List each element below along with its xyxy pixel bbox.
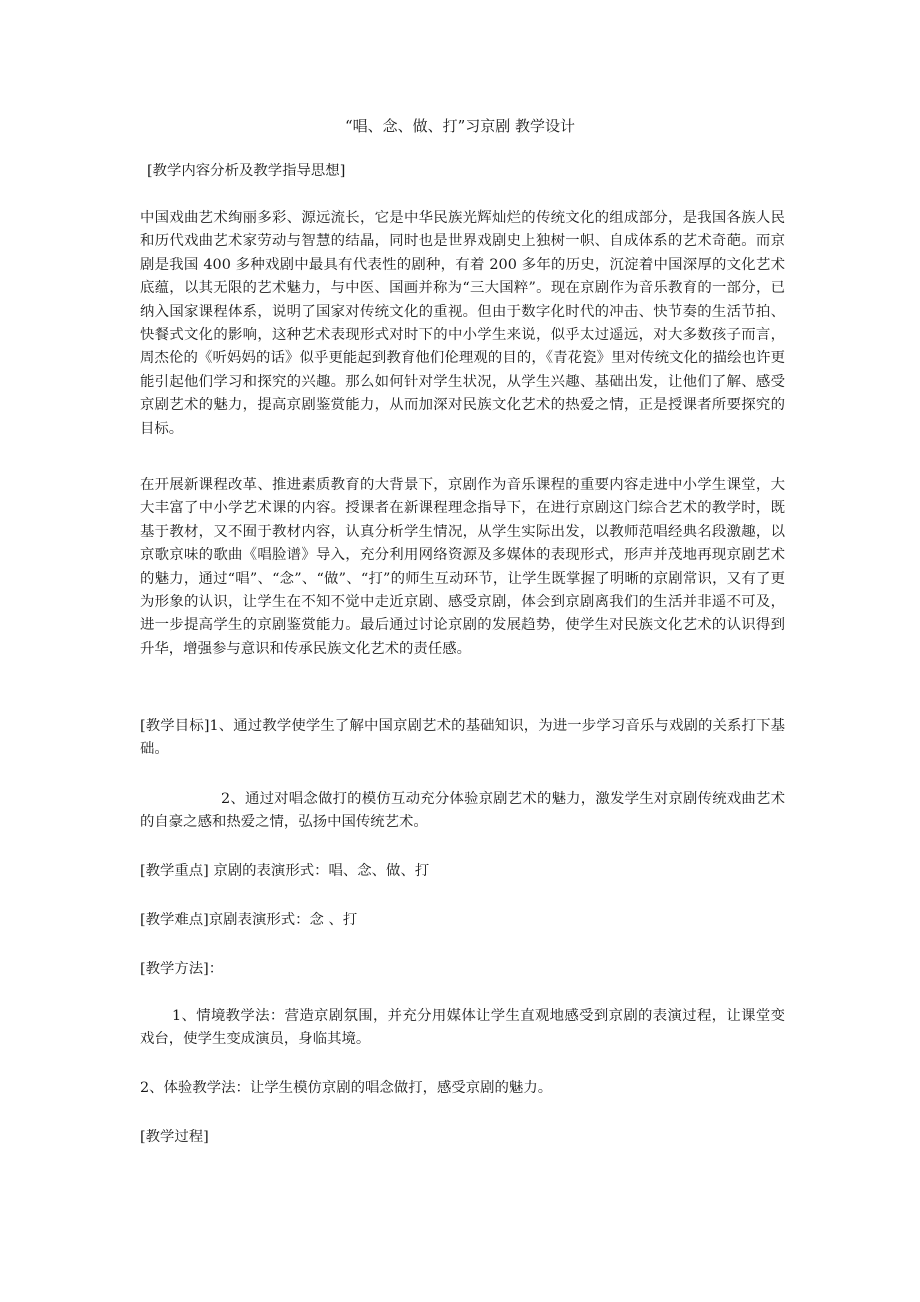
teaching-method-1: 1、情境教学法：营造京剧氛围，并充分用媒体让学生直观地感受到京剧的表演过程，让课堂变戏台，使学生变成演员，身临其境。 — [140, 1008, 785, 1048]
teaching-methods-heading: [教学方法]： — [140, 961, 224, 977]
teaching-process-heading: [教学过程] — [140, 1129, 209, 1145]
teaching-objective-2: 2、通过对唱念做打的模仿互动充分体验京剧艺术的魅力，激发学生对京剧传统戏曲艺术的自豪之感和热爱之情，弘扬中国传统艺术。 — [140, 791, 785, 831]
teaching-objective-1: [教学目标]1、通过教学使学生了解中国京剧艺术的基础知识，为进一步学习音乐与戏剧的关系打下基础。 — [140, 718, 785, 758]
teaching-key-points: [教学重点] 京剧的表演形式：唱、念、做、打 — [140, 863, 430, 879]
document-title: “唱、念、做、打”习京剧 教学设计 — [344, 117, 576, 135]
paragraph-teaching-philosophy: 在开展新课程改革、推进素质教育的大背景下，京剧作为音乐课程的重要内容走进中小学生课堂，大大丰富了中小学艺术课的内容。授课者在新课程理念指导下，在进行京剧这门综合艺术的教学时，既基于教材，又不囿于教材内容，认真分析学生情况，从学生实际出发，以教师范唱经典名段激趣，以京歌京味的歌曲《唱脸谱》导入，充分利用网络资源及多媒体的表现形式，形声并茂地再现京剧艺术的魅力，通过“唱”、“念”、“做”、“打”的师生互动环节，让学生既掌握了明晰的京剧常识，又有了更为形象的认识，让学生在不知不觉中走近京剧、感受京剧，体会到京剧离我们的生活并非遥不可及，进一步提高学生的京剧鉴赏能力。最后通过讨论京剧的发展趋势，使学生对民族文化艺术的认识得到升华，增强参与意识和传承民族文化艺术的责任感。 — [140, 477, 785, 657]
section-heading-content-analysis: [教学内容分析及教学指导思想] — [147, 163, 346, 179]
teaching-difficult-points: [教学难点]京剧表演形式：念 、打 — [140, 912, 358, 928]
paragraph-content-analysis: 中国戏曲艺术绚丽多彩、源远流长，它是中华民族光辉灿烂的传统文化的组成部分，是我国各族人民和历代戏曲艺术家劳动与智慧的结晶，同时也是世界戏剧史上独树一帜、自成体系的艺术奇葩。而京剧是我国 400 多种戏剧中最具有代表性的剧种，有着 200 多年的历史，沉淀着中国深厚的文化艺术底蕴，以其无限的艺术魅力，与中医、国画并称为“三大国粹”。现在京剧作为音乐教育的一部分，已纳入国家课程体系，说明了国家对传统文化的重视。但由于数字化时代的冲击、快节奏的生活节拍、快餐式文化的影响，这种艺术表现形式对时下的中小学生来说，似乎太过遥远，对大多数孩子而言，周杰伦的《听妈妈的话》似乎更能起到教育他们伦理观的目的，《青花瓷》里对传统文化的描绘也许更能引起他们学习和探究的兴趣。那么如何针对学生状况，从学生兴趣、基础出发，让他们了解、感受京剧艺术的魅力，提高京剧鉴赏能力，从而加深对民族文化艺术的热爱之情，正是授课者所要探究的目标。 — [140, 210, 785, 437]
teaching-method-2: 2、体验教学法：让学生模仿京剧的唱念做打，感受京剧的魅力。 — [140, 1080, 553, 1096]
